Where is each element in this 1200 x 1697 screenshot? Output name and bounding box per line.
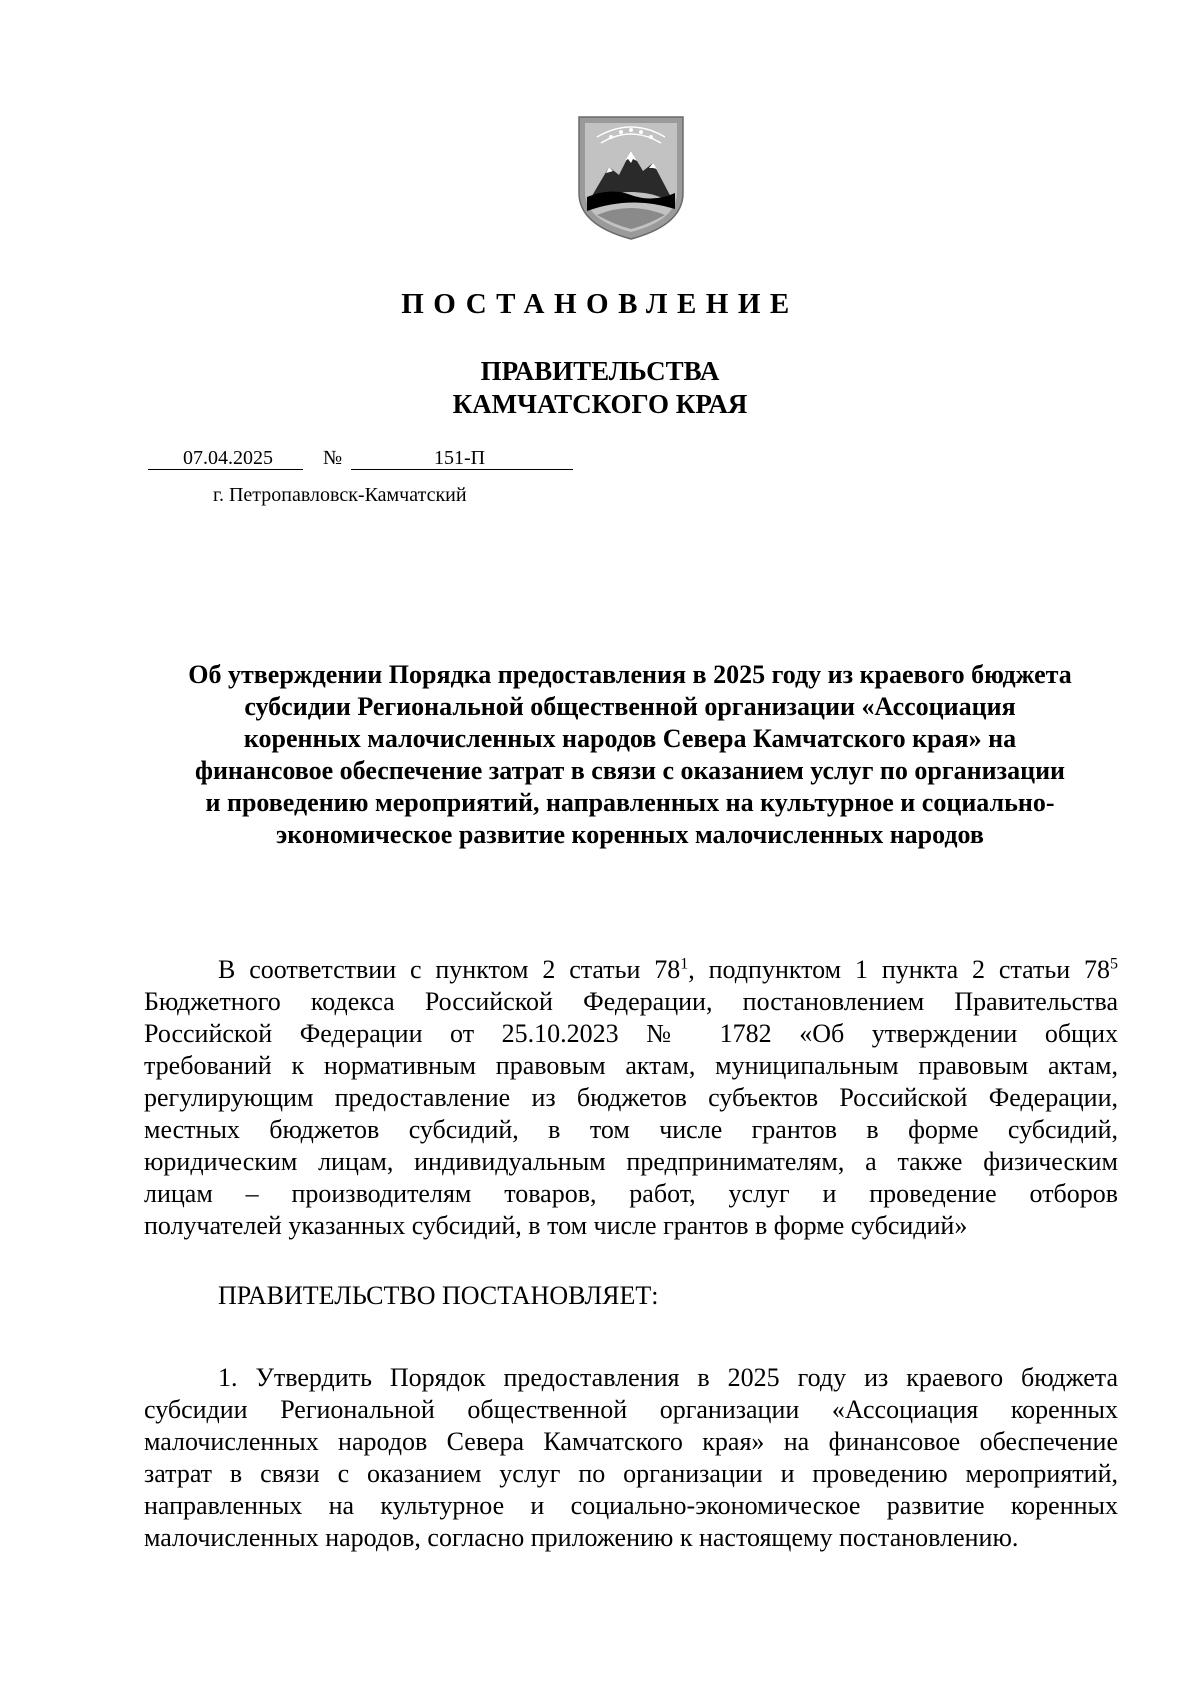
authority-line: КАМЧАТСКОГО КРАЯ xyxy=(452,389,748,419)
paragraph-line: Бюджетного кодекса Российской Федерации, постановлением Правительства xyxy=(144,987,1118,1016)
paragraph-line: субсидии Региональной общественной организации «Ассоциация коренных xyxy=(144,1395,1118,1424)
issuing-authority xyxy=(0,355,1200,421)
paragraph-line: местных бюджетов субсидий, в том числе грантов в форме субсидий, xyxy=(144,1115,1118,1144)
date-number-line xyxy=(148,446,573,472)
superscript: 5 xyxy=(1110,955,1118,973)
title-line: Об утверждении Порядка предоставления в 2025 году из краевого бюджета xyxy=(188,660,1072,689)
number-sign: № xyxy=(323,447,343,469)
paragraph-line: затрат в связи с оказанием услуг по организации и проведению мероприятий, xyxy=(144,1459,1118,1488)
paragraph-line: лицам – производителям товаров, работ, услуг и проведение отборов xyxy=(144,1179,1118,1208)
preamble-paragraph xyxy=(144,954,1118,1242)
superscript: 1 xyxy=(680,955,689,973)
city: г. Петропавловск-Камчатский xyxy=(213,484,467,506)
document-title xyxy=(140,659,1120,851)
resolution-heading: ПРАВИТЕЛЬСТВО ПОСТАНОВЛЯЕТ: xyxy=(218,1281,659,1310)
paragraph-line: В соответствии с пунктом 2 статьи $78^1$, подпунктом 1 пункта 2 статьи $78^5$ xyxy=(218,955,1118,984)
paragraph-line: направленных на культурное и социально-экономическое развитие коренных xyxy=(144,1491,1118,1520)
paragraph-line: Российской Федерации от 25.10.2023 № 1782 «Об утверждении общих xyxy=(144,1019,1118,1048)
paragraph-line: регулирующим предоставление из бюджетов субъектов Российской Федерации, xyxy=(144,1083,1118,1112)
document-number: 151-П xyxy=(434,447,486,469)
paragraph-line: малочисленных народов, согласно приложению к настоящему постановлению. xyxy=(144,1523,1019,1552)
paragraph-line: получателей указанных субсидий, в том числе грантов в форме субсидий» xyxy=(144,1211,968,1240)
item-1-paragraph xyxy=(144,1362,1118,1554)
title-line: экономическое развитие коренных малочисленных народов xyxy=(276,820,984,849)
document-type-heading: ПОСТАНОВЛЕНИЕ xyxy=(401,288,799,320)
authority-line: ПРАВИТЕЛЬСТВА xyxy=(480,356,720,386)
title-line: коренных малочисленных народов Севера Камчатского края» на xyxy=(243,724,1017,753)
title-line: и проведению мероприятий, направленных на культурное и социально- xyxy=(205,788,1055,817)
paragraph-line: юридическим лицам, индивидуальным предпринимателям, а также физическим xyxy=(144,1147,1118,1176)
document-date: 07.04.2025 xyxy=(183,447,273,469)
paragraph-line: требований к нормативным правовым актам, муниципальным правовым актам, xyxy=(144,1051,1118,1080)
title-line: субсидии Региональной общественной организации «Ассоциация xyxy=(244,692,1016,721)
kamchatka-coat-of-arms-icon xyxy=(575,113,687,243)
title-line: финансовое обеспечение затрат в связи с оказанием услуг по организации xyxy=(194,756,1066,785)
paragraph-line: малочисленных народов Севера Камчатского края» на финансовое обеспечение xyxy=(144,1427,1118,1456)
paragraph-line: 1. Утвердить Порядок предоставления в 2025 году из краевого бюджета xyxy=(218,1363,1118,1392)
